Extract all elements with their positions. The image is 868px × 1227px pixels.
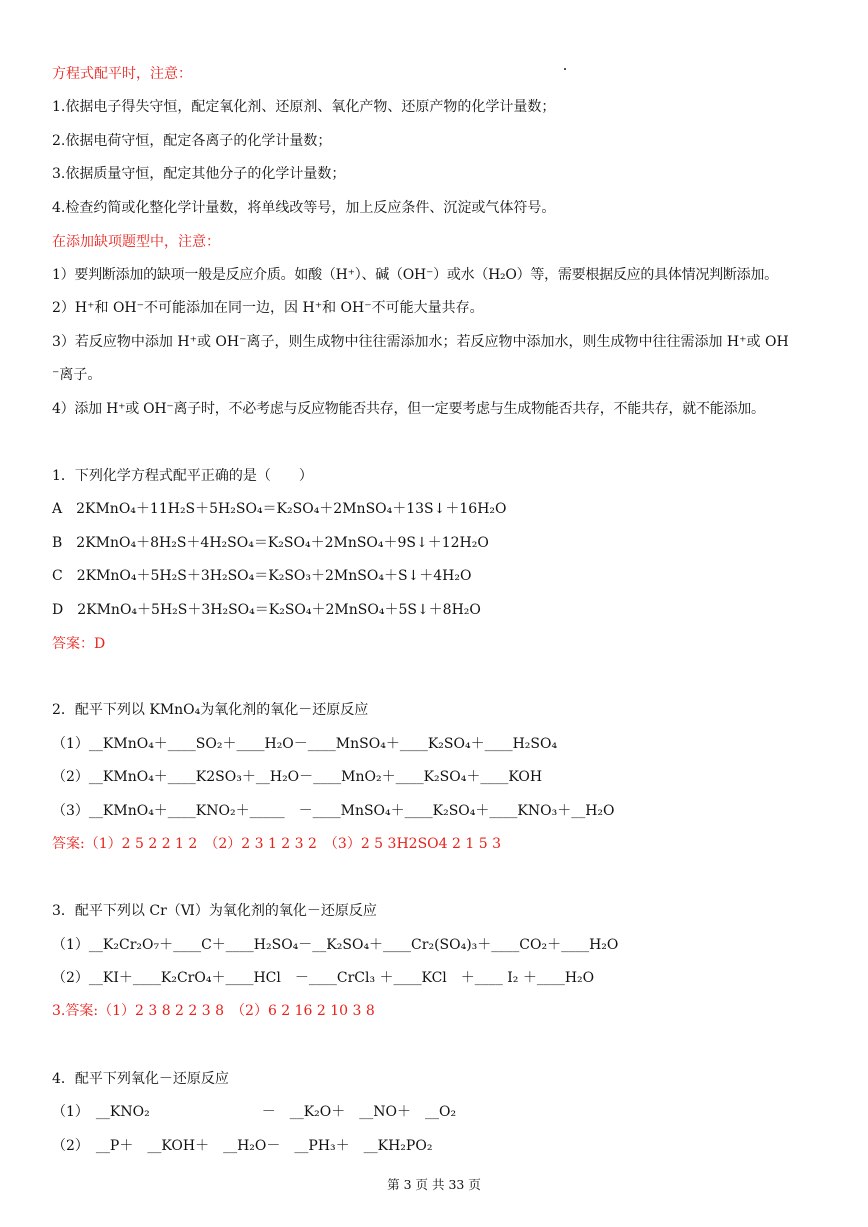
missing-item-4: 4）添加 H⁺或 OH⁻离子时，不必考虑与反应物能否共存，但一定要考虑与生成物能否共存，不能共存，就不能添加。	[52, 401, 765, 417]
missing-item-3-cont: ⁻离子。	[52, 367, 102, 383]
q1-answer: 答案：D	[52, 636, 106, 652]
balance-item-1: 1.依据电子得失守恒，配定氧化剂、还原剂、氧化产物、还原产物的化学计量数；	[52, 99, 556, 115]
q3-stem: 3．配平下列以 Cr（Ⅵ）为氧化剂的氧化－还原反应	[52, 903, 377, 919]
missing-item-3: 3）若反应物中添加 H⁺或 OH⁻离子，则生成物中往往需添加水；若反应物中添加水，则生成物中往往需添加 H⁺或 OH	[52, 334, 789, 350]
missing-heading: 在添加缺项题型中，注意：	[52, 234, 220, 250]
balance-item-3: 3.依据质量守恒，配定其他分子的化学计量数；	[52, 166, 346, 182]
q2-answer: 答案:（1）2 5 2 2 1 2 （2）2 3 1 2 3 2 （3）2 5 3H2SO4 2 1 5 3	[52, 836, 501, 852]
q4-stem: 4．配平下列氧化－还原反应	[52, 1071, 229, 1087]
q1-option-a: A 2KMnO₄＋11H₂S＋5H₂SO₄＝K₂SO₄＋2MnSO₄＋13S↓＋16H₂O	[52, 501, 507, 517]
page-footer: 第 3 页 共 33 页	[387, 1177, 481, 1192]
q4-item-1: （1） __KNO₂ － __K₂O＋ __NO＋ __O₂	[52, 1104, 457, 1120]
q1-stem: 1．下列化学方程式配平正确的是（ ）	[52, 468, 313, 484]
q2-stem: 2．配平下列以 KMnO₄为氧化剂的氧化－还原反应	[52, 702, 369, 718]
balance-heading: 方程式配平时，注意：	[52, 66, 192, 82]
q4-item-2: （2） __P＋ __KOH＋ __H₂O－ __PH₃＋ __KH₂PO₂	[52, 1138, 433, 1154]
q2-item-2: （2）__KMnO₄＋____K2SO₃＋__H₂O－____MnO₂＋____K₂SO₄＋____KOH	[52, 769, 543, 785]
q1-option-d: D 2KMnO₄＋5H₂S＋3H₂SO₄＝K₂SO₄＋2MnSO₄＋5S↓＋8H₂O	[52, 602, 481, 618]
q2-item-3: （3）__KMnO₄＋____KNO₂＋_____ －____MnSO₄＋____K₂SO₄＋____KNO₃＋__H₂O	[52, 803, 615, 819]
q1-option-b: B 2KMnO₄＋8H₂S＋4H₂SO₄＝K₂SO₄＋2MnSO₄＋9S↓＋12H₂O	[52, 535, 489, 551]
q3-item-2: （2）__KI＋____K₂CrO₄＋____HCl －____CrCl₃ ＋____KCl ＋____ I₂ ＋____H₂O	[52, 970, 595, 986]
balance-item-4: 4.检查约简或化整化学计量数，将单线改等号，加上反应条件、沉淀或气体符号。	[52, 200, 556, 216]
q3-item-1: （1）__K₂Cr₂O₇＋____C＋____H₂SO₄－__K₂SO₄＋____Cr₂(SO₄)₃＋____CO₂＋____H₂O	[52, 937, 619, 953]
q3-answer: 3.答案:（1）2 3 8 2 2 3 8 （2）6 2 16 2 10 3 8	[52, 1003, 375, 1019]
missing-item-1: 1）要判断添加的缺项一般是反应介质。如酸（H⁺）、碱（OH⁻）或水（H₂O）等，需要根据反应的具体情况判断添加。	[52, 267, 778, 283]
missing-item-2: 2）H⁺和 OH⁻不可能添加在同一边，因 H⁺和 OH⁻不可能大量共存。	[52, 300, 484, 316]
q1-option-c: C 2KMnO₄＋5H₂S＋3H₂SO₄＝K₂SO₃＋2MnSO₄＋S↓＋4H₂O	[52, 568, 472, 584]
stray-dot	[564, 68, 566, 70]
balance-item-2: 2.依据电荷守恒，配定各离子的化学计量数；	[52, 133, 332, 149]
q2-item-1: （1）__KMnO₄＋____SO₂＋____H₂O－____MnSO₄＋____K₂SO₄＋____H₂SO₄	[52, 736, 558, 752]
